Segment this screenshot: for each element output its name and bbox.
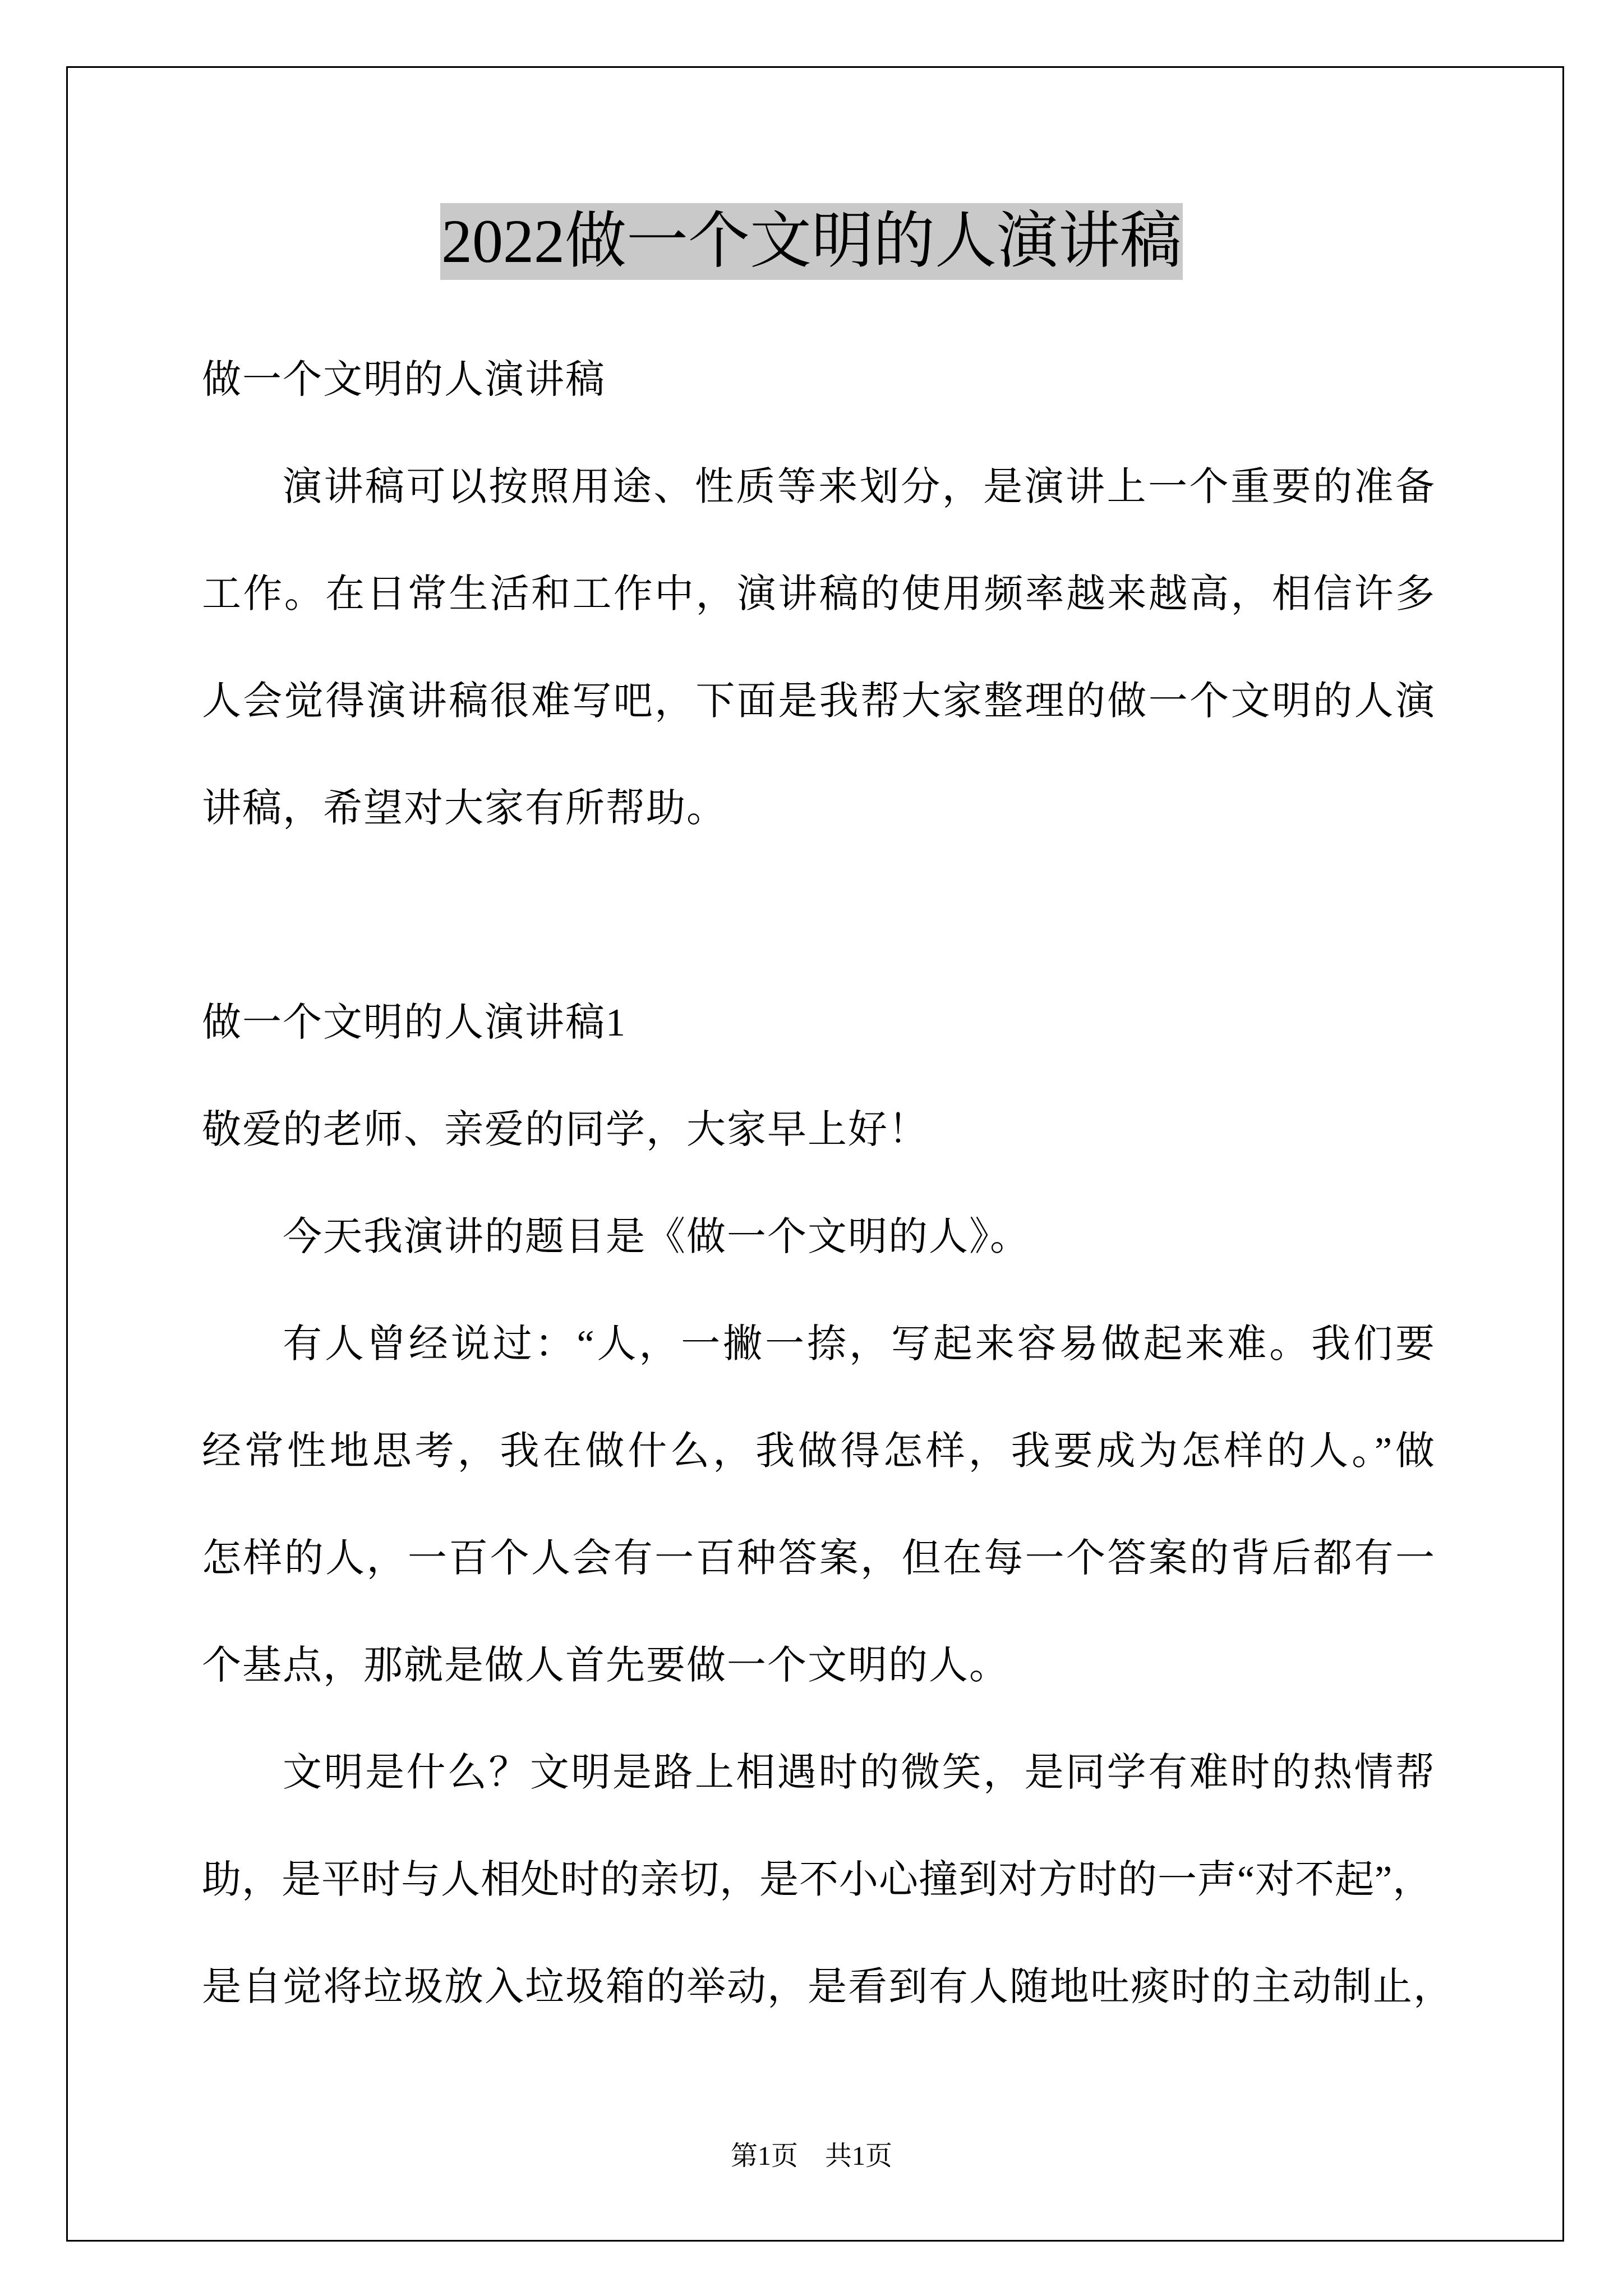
paragraph-line: 经常性地思考，我在做什么，我做得怎样，我要成为怎样的人。”做 (202, 1430, 1436, 1473)
document-title: 2022做一个文明的人演讲稿 (440, 203, 1183, 280)
greeting-line: 敬爱的老师、亲爱的同学，大家早上好！ (202, 1108, 929, 1152)
document-body (202, 326, 1454, 2041)
paragraph-line: 有人曾经说过：“人，一撇一捺，写起来容易做起来难。我们要 (283, 1323, 1436, 1366)
intro-heading: 做一个文明的人演讲稿 (202, 358, 606, 402)
paragraph-line: 助，是平时与人相处时的亲切，是不小心撞到对方时的一声“对不起”， (202, 1858, 1433, 1902)
paragraph-line: 讲稿，希望对大家有所帮助。 (202, 787, 727, 830)
footer-page-total: 共1页 (825, 2141, 893, 2171)
speech-heading: 做一个文明的人演讲稿1 (202, 1001, 626, 1045)
paragraph-line: 文明是什么？文明是路上相遇时的微笑，是同学有难时的热情帮 (283, 1751, 1436, 1795)
intro-paragraph (202, 434, 1436, 862)
paragraph-line: 怎样的人，一百个人会有一百种答案，但在每一个答案的背后都有一 (202, 1537, 1436, 1580)
speech-paragraph (202, 1291, 1436, 1719)
paragraph-line: 人会觉得演讲稿很难写吧，下面是我帮大家整理的做一个文明的人演 (202, 680, 1436, 723)
paragraph-line: 个基点，那就是做人首先要做一个文明的人。 (202, 1644, 1009, 1687)
page-footer (0, 2139, 1623, 2173)
paragraph-line: 工作。在日常生活和工作中，演讲稿的使用频率越来越高，相信许多 (202, 573, 1436, 616)
speech-paragraph (202, 1184, 1436, 1291)
blank-line (202, 862, 1436, 969)
paragraph-line: 今天我演讲的题目是《做一个文明的人》。 (283, 1216, 1030, 1259)
paragraph-line: 演讲稿可以按照用途、性质等来划分，是演讲上一个重要的准备 (283, 466, 1436, 509)
title-row (0, 203, 1623, 280)
footer-page-number: 第1页 (730, 2141, 798, 2171)
speech-paragraph (202, 1719, 1454, 2041)
paragraph-line: 是自觉将垃圾放入垃圾箱的举动，是看到有人随地吐痰时的主动制止， (202, 1966, 1454, 2009)
